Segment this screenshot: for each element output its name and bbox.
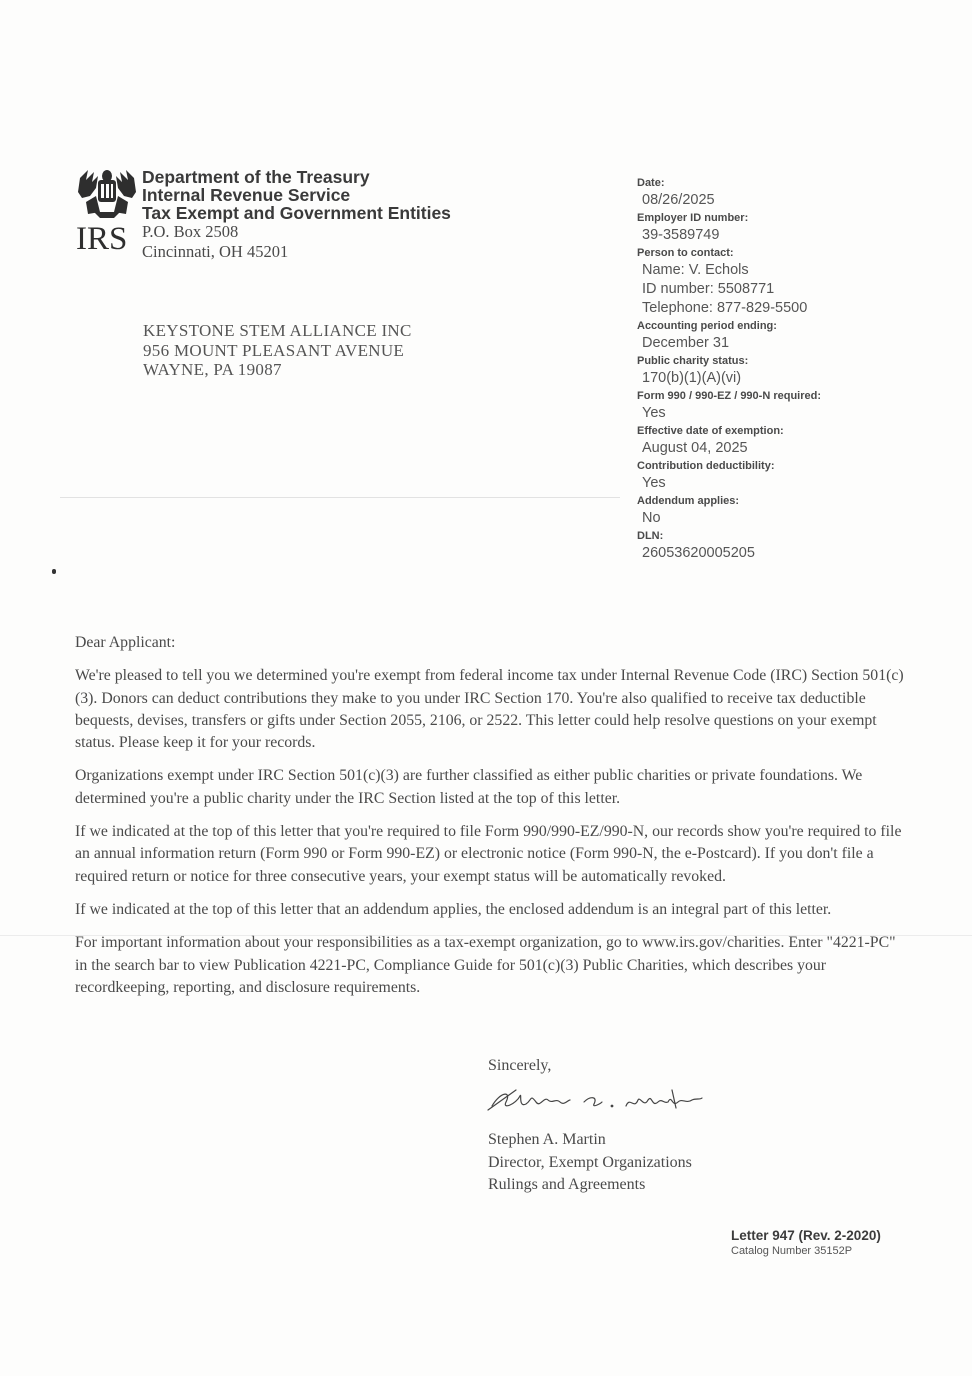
- scan-line: [60, 497, 620, 498]
- agency-header: [142, 168, 451, 262]
- paragraph-addendum: If we indicated at the top of this letter that an addendum applies, the enclosed addendum is an integral part of this letter.: [75, 900, 832, 918]
- letter-body: [75, 632, 910, 1010]
- dln-value: 26053620005205: [642, 545, 755, 561]
- period-label: Accounting period ending:: [637, 320, 777, 332]
- form-required-value: Yes: [642, 405, 666, 421]
- paragraph-resources: For important information about your responsibilities as a tax-exempt organization, go to www.irs.gov/charities. Enter "4221-PC" in the search bar to view Publication 4221-PC, Compliance Guide for 501(c)(3) Public Charities, which describes your recordkeeping, reporting, and disclosure requirements.: [75, 934, 896, 996]
- recipient-name: KEYSTONE STEM ALLIANCE INC: [143, 321, 412, 340]
- scan-speck: [52, 569, 56, 574]
- deductibility-value: Yes: [642, 475, 666, 491]
- contact-id: ID number: 5508771: [642, 281, 775, 297]
- agency-po-box: P.O. Box 2508: [142, 222, 239, 241]
- ein-value: 39-3589749: [642, 227, 720, 243]
- date-value: 08/26/2025: [642, 192, 715, 208]
- letter-closing: [488, 1055, 692, 1197]
- addendum-label: Addendum applies:: [637, 495, 740, 507]
- recipient-address: [143, 321, 412, 380]
- catalog-number: Catalog Number 35152P: [731, 1245, 853, 1257]
- salutation: Dear Applicant:: [75, 634, 176, 651]
- form-required-label: Form 990 / 990-EZ / 990-N required:: [637, 390, 822, 402]
- effective-date-value: August 04, 2025: [642, 440, 748, 456]
- logo-text: IRS: [76, 221, 128, 252]
- charity-status-label: Public charity status:: [637, 355, 749, 367]
- effective-date-label: Effective date of exemption:: [637, 425, 784, 437]
- period-value: December 31: [642, 335, 730, 351]
- handwritten-signature: [486, 1082, 706, 1116]
- contact-phone: Telephone: 877-829-5500: [642, 300, 808, 316]
- dln-label: DLN:: [637, 530, 664, 542]
- signer-title: Director, Exempt Organizations: [488, 1153, 692, 1171]
- sincerely: Sincerely,: [488, 1057, 552, 1074]
- paragraph-classification: Organizations exempt under IRC Section 501(c)(3) are further classified as either public charities or private foundations. We determined you're a public charity under the IRC Section listed at the top of this letter.: [75, 767, 863, 807]
- paragraph-exemption: We're pleased to tell you we determined you're exempt from federal income tax under Internal Revenue Code (IRC) Section 501(c)(3). Donors can deduct contributions they make to you under IRC Section 170. You're also qualified to receive tax deductible bequests, devises, transfers or gifts under Section 2055, 2106, or 2522. This letter could help resolve questions on your exempt status. Please keep it for your records.: [75, 667, 904, 752]
- agency-division: Tax Exempt and Government Entities: [142, 203, 451, 223]
- recipient-city: WAYNE, PA 19087: [143, 360, 282, 379]
- signer-name: Stephen A. Martin: [488, 1131, 606, 1149]
- agency-department: Department of the Treasury: [142, 167, 370, 187]
- agency-service: Internal Revenue Service: [142, 185, 351, 205]
- form-footer: [731, 1227, 881, 1258]
- date-label: Date:: [637, 177, 665, 189]
- agency-city: Cincinnati, OH 45201: [142, 242, 289, 261]
- contact-name: Name: V. Echols: [642, 262, 749, 278]
- addendum-value: No: [642, 510, 661, 526]
- letter-info-panel: [637, 175, 957, 563]
- charity-status-value: 170(b)(1)(A)(vi): [642, 370, 742, 386]
- irs-eagle-logo: [76, 166, 138, 252]
- recipient-street: 956 MOUNT PLEASANT AVENUE: [143, 340, 405, 360]
- ein-label: Employer ID number:: [637, 212, 749, 224]
- signer-department: Rulings and Agreements: [488, 1176, 646, 1194]
- paragraph-filing: If we indicated at the top of this letter that you're required to file Form 990/990-EZ/990-N, our records show you're required to file an annual information return (Form 990 or Form 990-EZ) or electronic notice (Form 990-N, the e-Postcard). If you don't file a required return or notice for three consecutive years, your exempt status will be automatically revoked.: [75, 823, 902, 885]
- deductibility-label: Contribution deductibility:: [637, 460, 775, 472]
- letter-form-number: Letter 947 (Rev. 2-2020): [731, 1228, 881, 1243]
- contact-label: Person to contact:: [637, 247, 734, 259]
